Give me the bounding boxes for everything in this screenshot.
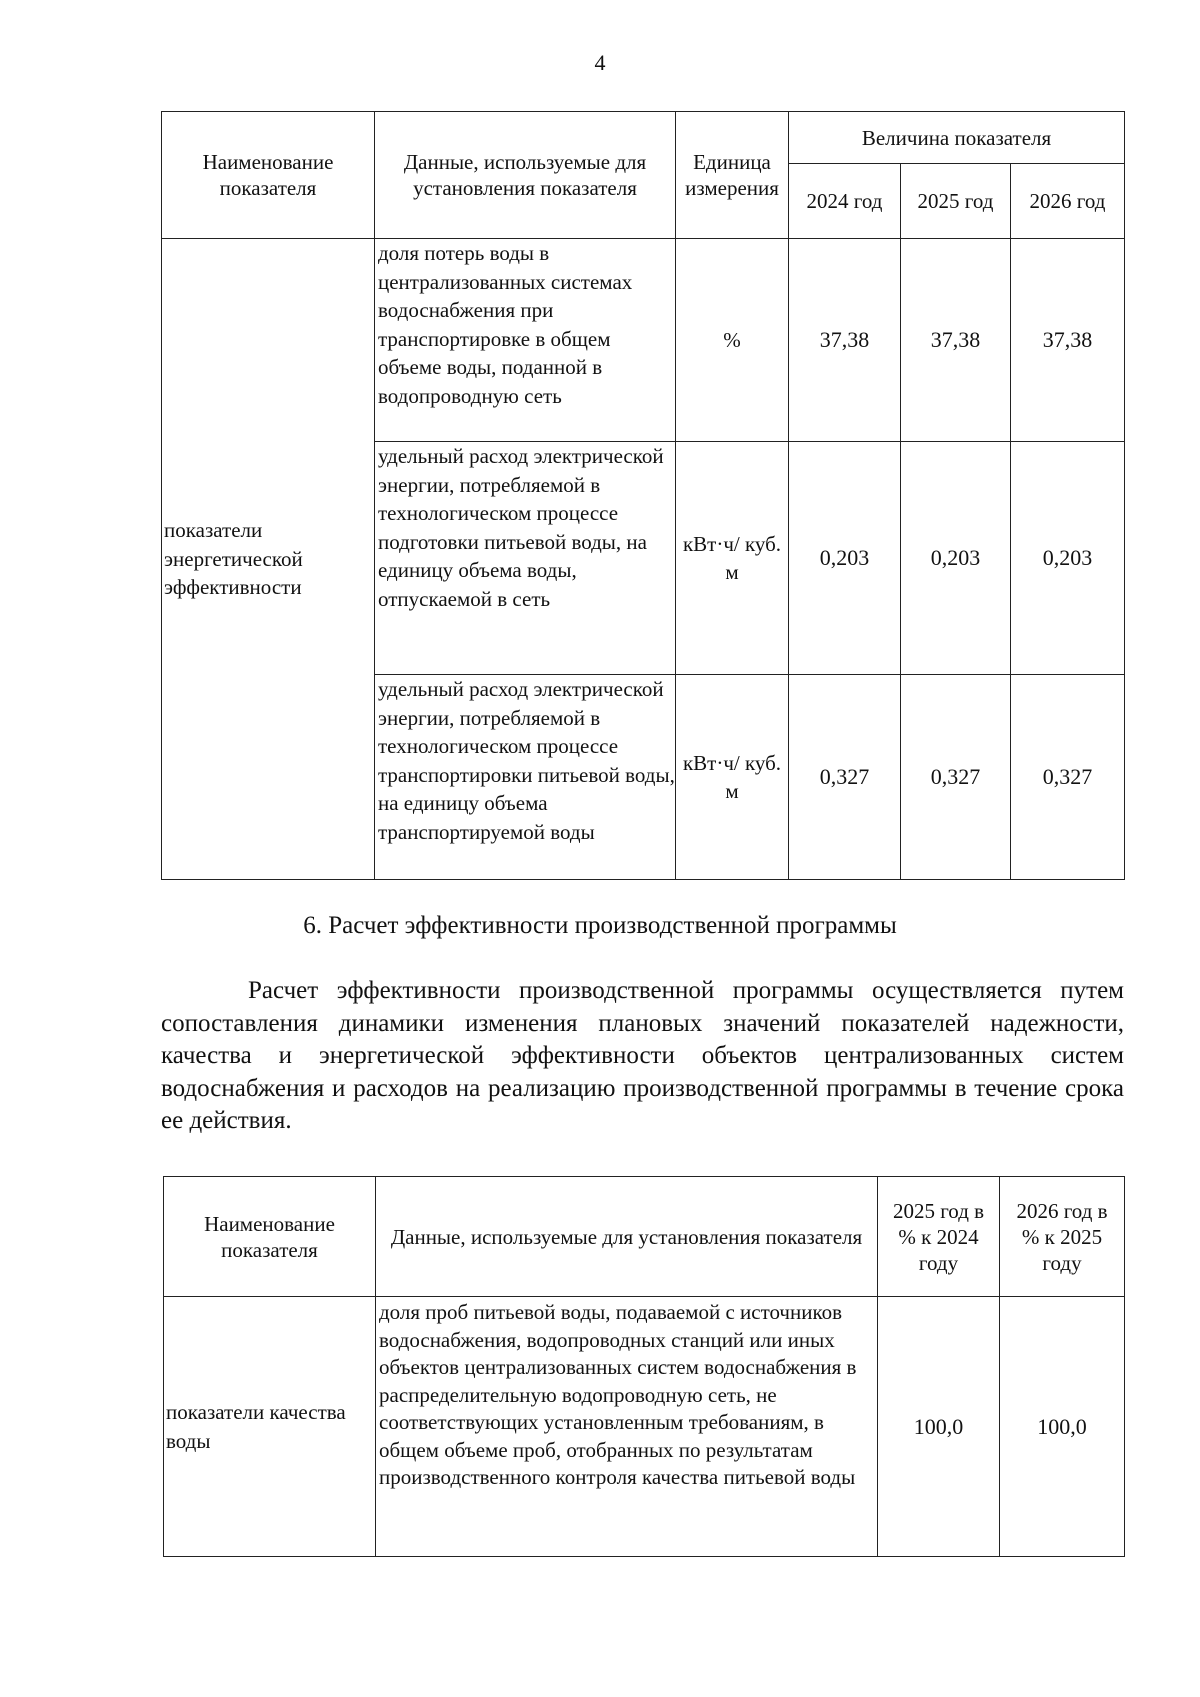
row-value-2025: 0,327 bbox=[901, 675, 1011, 880]
efficiency-calc-table bbox=[163, 1176, 1125, 1557]
header-indicator-name: Наименование показателя bbox=[164, 1177, 376, 1297]
header-value-group: Величина показателя bbox=[789, 112, 1125, 164]
row-value-2026: 0,327 bbox=[1011, 675, 1125, 880]
header-unit: Единица измерения bbox=[676, 112, 789, 239]
row-description: доля потерь воды в централизованных системах водоснабжения при транспортировке в общем объеме воды, поданной в водопроводную сеть bbox=[375, 239, 676, 442]
header-year-2026: 2026 год bbox=[1011, 164, 1125, 239]
row-value-2025-vs-2024: 100,0 bbox=[878, 1297, 1000, 1557]
energy-efficiency-table bbox=[161, 111, 1125, 880]
section-title: 6. Расчет эффективности производственной программы bbox=[303, 912, 897, 939]
header-year-2024: 2024 год bbox=[789, 164, 901, 239]
row-description: удельный расход электрической энергии, потребляемой в технологическом процессе подготовки питьевой воды, на единицу объема воды, отпускаемой в сеть bbox=[375, 442, 676, 675]
indicator-group-name: показатели качества воды bbox=[164, 1297, 376, 1557]
row-value-2026: 0,203 bbox=[1011, 442, 1125, 675]
table-row bbox=[162, 239, 1125, 442]
section-paragraph: Расчет эффективности производственной программы осуществляется путем сопоставления динамики изменения плановых значений показателей надежности, качества и энергетической эффективности объектов централизованных систем водоснабжения и расходов на реализацию производственной программы в течение срока ее действия. bbox=[161, 977, 1124, 1134]
header-indicator-name: Наименование показателя bbox=[162, 112, 375, 239]
row-value-2026-vs-2025: 100,0 bbox=[1000, 1297, 1125, 1557]
table-row bbox=[164, 1297, 1125, 1557]
row-description: удельный расход электрической энергии, потребляемой в технологическом процессе транспортировки питьевой воды, на единицу объема транспортируемой воды bbox=[375, 675, 676, 880]
row-value-2024: 37,38 bbox=[789, 239, 901, 442]
row-value-2026: 37,38 bbox=[1011, 239, 1125, 442]
row-value-2025: 37,38 bbox=[901, 239, 1011, 442]
row-unit: % bbox=[676, 239, 789, 442]
row-unit: кВт·ч/ куб. м bbox=[676, 675, 789, 880]
header-indicator-data: Данные, используемые для установления показателя bbox=[376, 1177, 878, 1297]
page-number: 4 bbox=[594, 50, 606, 75]
header-year-2025: 2025 год bbox=[901, 164, 1011, 239]
row-value-2024: 0,327 bbox=[789, 675, 901, 880]
indicator-group-name: показатели энергетической эффективности bbox=[162, 239, 375, 880]
row-unit: кВт·ч/ куб. м bbox=[676, 442, 789, 675]
row-value-2024: 0,203 bbox=[789, 442, 901, 675]
header-indicator-data: Данные, используемые для установления показателя bbox=[375, 112, 676, 239]
row-value-2025: 0,203 bbox=[901, 442, 1011, 675]
row-description: доля проб питьевой воды, подаваемой с источников водоснабжения, водопроводных станций или иных объектов централизованных систем водоснабжения в распределительную водопроводную сеть, не соответствующих установленным требованиям, в общем объеме проб, отобранных по результатам производственного контроля качества питьевой воды bbox=[376, 1297, 878, 1557]
header-2025-vs-2024: 2025 год в % к 2024 году bbox=[878, 1177, 1000, 1297]
header-2026-vs-2025: 2026 год в % к 2025 году bbox=[1000, 1177, 1125, 1297]
